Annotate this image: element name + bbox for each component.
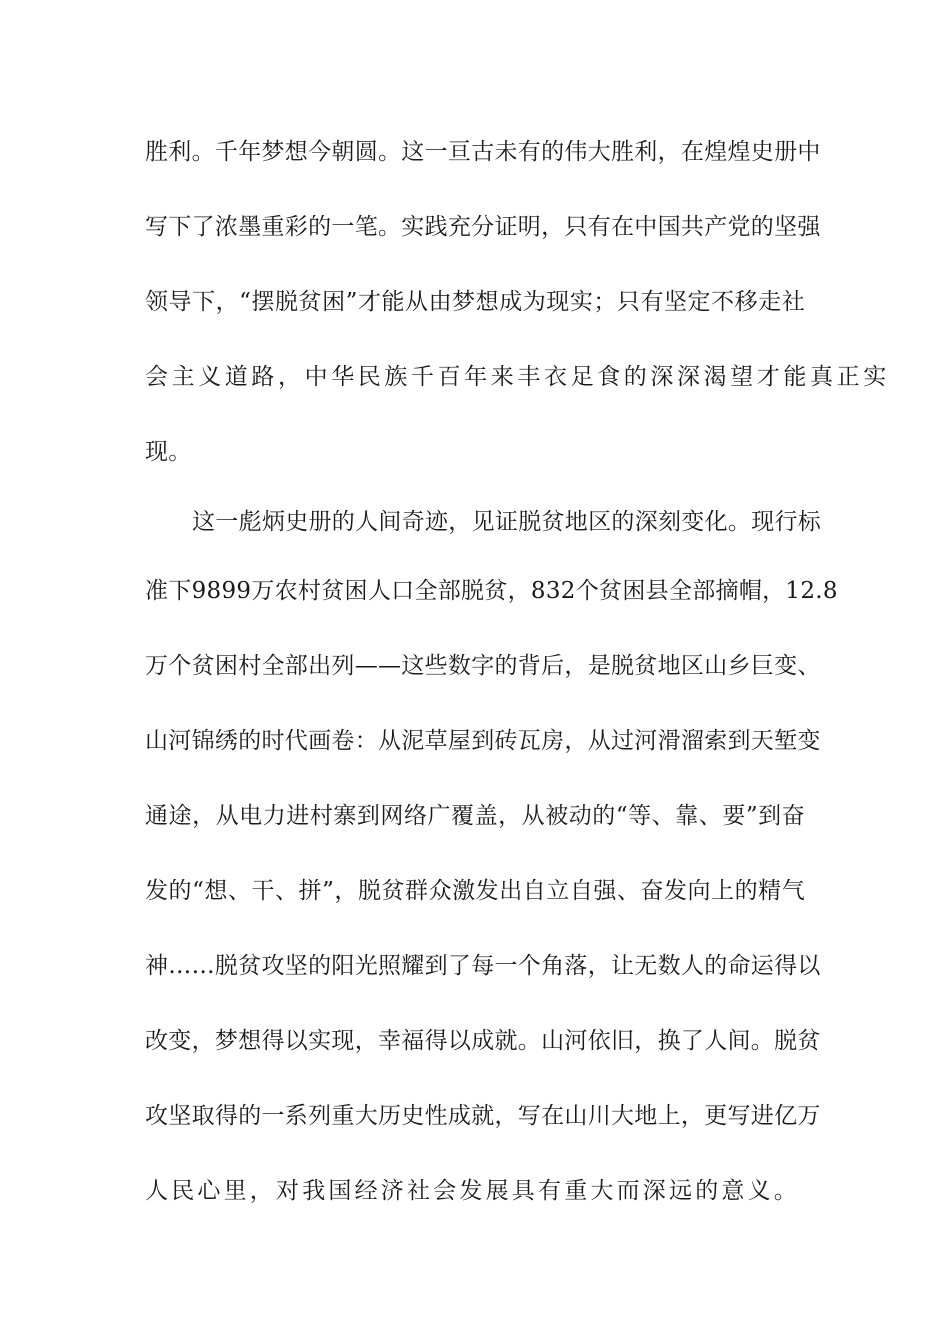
text-line: 攻坚取得的一系列重大历史性成就，写在山川大地上，更写进亿万 [145,1103,821,1129]
text-line: 改变，梦想得以实现，幸福得以成就。山河依旧，换了人间。脱贫 [145,1028,821,1054]
text-line: 万个贫困村全部出列——这些数字的背后，是脱贫地区山乡巨变、 [145,653,821,679]
text-line: 人民心里，对我国经济社会发展具有重大而深远的意义。 [145,1178,800,1204]
text-line: 会主义道路，中华民族千百年来丰衣足食的深深渴望才能真正实 [145,364,890,390]
text-line: 现。 [145,439,192,465]
text-line: 领导下，“摆脱贫困”才能从由梦想成为现实；只有坚定不移走社 [145,289,805,315]
text-line: 写下了浓墨重彩的一笔。实践充分证明，只有在中国共产党的坚强 [145,214,821,240]
text-line: 准下9899万农村贫困人口全部脱贫，832个贫困县全部摘帽，12.8 [145,578,838,604]
text-line: 胜利。千年梦想今朝圆。这一亘古未有的伟大胜利，在煌煌史册中 [145,139,821,165]
text-line: 山河锦绣的时代画卷：从泥草屋到砖瓦房，从过河滑溜索到天堑变 [145,728,821,754]
text-line: 神……脱贫攻坚的阳光照耀到了每一个角落，让无数人的命运得以 [145,953,821,979]
text-line: 发的“想、干、拼”，脱贫群众激发出自立自强、奋发向上的精气 [145,878,805,904]
text-line: 这一彪炳史册的人间奇迹，见证脱贫地区的深刻变化。现行标 [192,509,822,535]
text-line: 通途，从电力进村寨到网络广覆盖，从被动的“等、靠、要”到奋 [145,803,805,829]
